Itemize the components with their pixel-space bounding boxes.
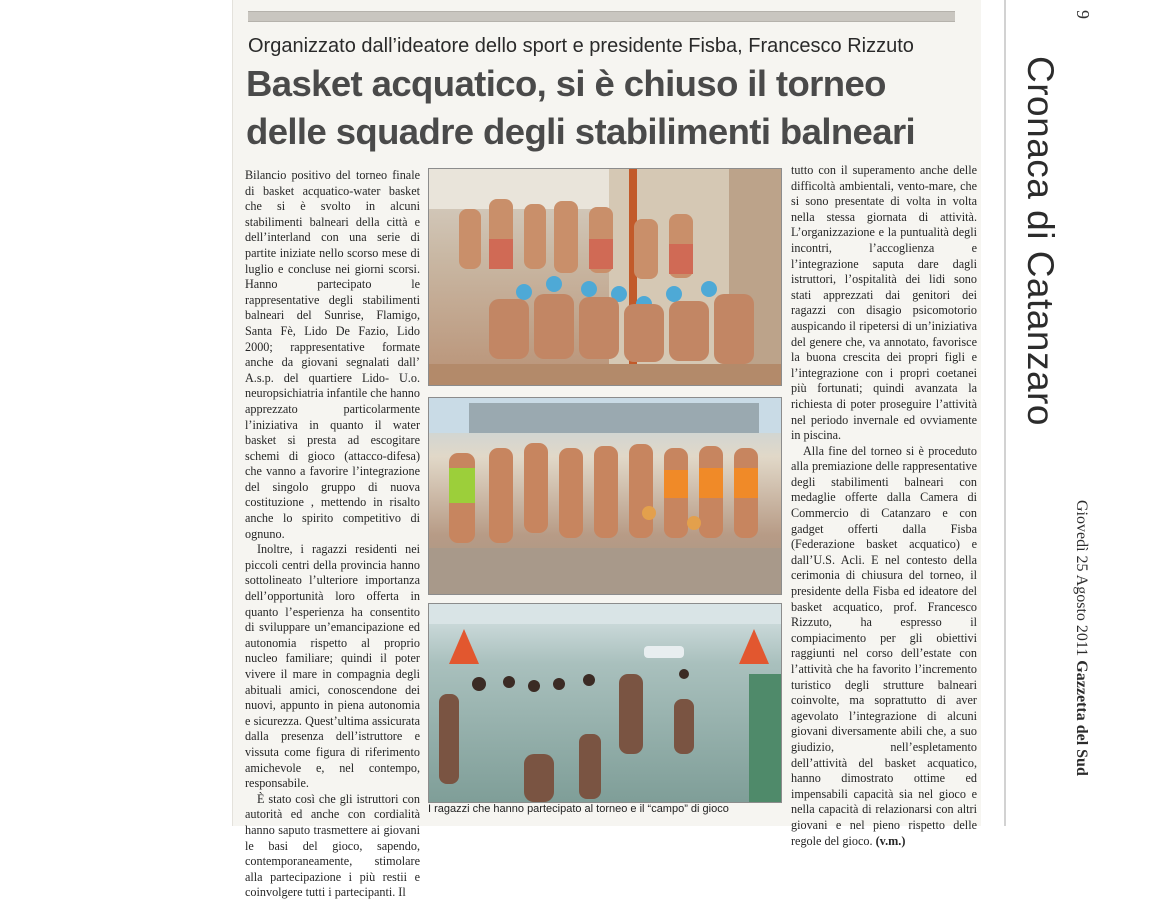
page-divider [1004, 0, 1006, 826]
article-headline [246, 60, 976, 156]
photo-sea-game [428, 603, 782, 803]
section-title: Cronaca di Catanzaro [1020, 56, 1061, 426]
top-rule [248, 11, 955, 22]
headline-line-1: Basket acquatico, si è chiuso il torneo [246, 63, 886, 104]
page-number: 9 [1073, 10, 1093, 19]
photo-team-group [428, 168, 782, 386]
photo-caption: I ragazzi che hanno partecipato al torneo e il “campo” di gioco [428, 803, 729, 815]
photo-beach-group [428, 397, 782, 595]
paragraph: tutto con il superamento anche delle difficoltà ambientali, vento-mare, che si sono presentate di volta in volta nella stessa giornata di attività. L’organizzazione e la puntualità degli incontri, l’accoglienza e l’integrazione saputa dare dagli istruttori, l’ospitalità dei lidi sono stati apprezzati dai genitori dei ragazzi con disagio psicomotorio auspicando il ripetersi di un’iniziativa del genere che, va annotato, favorisce la buona crescita dei propri figli e l’integrazione con i propri coetanei più fortunati; quindi avanzata la richiesta di poter proseguire l’attività nel periodo invernale ed ovviamente in piscina. [791, 163, 977, 443]
paragraph [791, 444, 977, 849]
paragraph-text: Alla fine del torneo si è proceduto alla premiazione delle rappresentative degli stabilimenti balneari con medaglie offerte dalla Camera di Commercio di Catanzaro e con gadget offerti dalla Fisba (Federazione basket acquatico) e dall’U.S. Acli. E nel contesto della cerimonia di chiusura del torneo, il presidente della Fisba ed ideatore del basket acquatico, prof. Francesco Rizzuto, ha espresso il compiacimento per gli obiettivi raggiunti nel corso dell’estate con l’attività che ha favorito l’incremento turistico degli strutture balneari coinvolte, ma soprattutto di aver agevolato l’integrazione di alcuni giovani diversamente abili che, a suo giudizio, nell’espletamento dell’attività del basket acquatico, hanno dimostrato ottime ed impensabili capacità sia nel gioco e nella capacità di relazionarsi con altri giovani e nel pieno rispetto delle regole del gioco. [791, 443, 977, 848]
newspaper-name: Gazzetta del Sud [1073, 660, 1090, 776]
date-line [1072, 500, 1090, 776]
article-column-3 [791, 163, 977, 849]
paragraph: È stato così che gli istruttori con autorità ed anche con cordialità hanno saputo trasmettere ai giovani le basi del gioco, sapendo, contemporaneamente, stimolare alla partecipazione i più restii e coinvolgere tutti i partecipanti. Il [245, 791, 420, 900]
paragraph: Inoltre, i ragazzi residenti nei piccoli centri della provincia hanno sottolineato l’ulteriore importanza dell’opportunità loro offerta in quanto l’esperienza ha consentito di sviluppare un’emancipazione ed autonomia rispetto al proprio nucleo familiare; quindi il poter vivere il mare in compagnia degli abituali amici, conoscendone dei nuovi, appunto in piena autonomia e sicurezza. Quest’ultima assicurata dalla presenza dell’istruttore e vissuta come figura di riferimento amichevole e, nel contempo, responsabile. [245, 542, 420, 791]
issue-date: Giovedì 25 Agosto 2011 [1073, 500, 1090, 657]
article-column-1 [245, 168, 420, 901]
article-kicker: Organizzato dall’ideatore dello sport e presidente Fisba, Francesco Rizzuto [248, 35, 914, 57]
headline-line-2: delle squadre degli stabilimenti balneari [246, 111, 916, 152]
paragraph: Bilancio positivo del torneo finale di basket acquatico-water basket che si è svolto in alcuni stabilimenti balneari della città e dell’interland con una serie di partite iniziate nello scorso mese di luglio e concluse nei giorni scorsi. Hanno partecipato le rappresentative degli stabilimenti balneari del Sunrise, Flamigo, Santa Fè, Lido De Fazio, Lido 2000; rappresentative formate anche da giovani segnalati dall’ A.s.p. del quartiere Lido- U.o. neuropsichiatria infantile che hanno apprezzato particolarmente l’iniziativa in quanto il water basket si presta ad escogitare schemi di gioco (attacco-difesa) che vanno a favorire l’integrazione del singolo gruppo di nuova costituzione , mettendo in risalto anche lo spirito competitivo di ognuno. [245, 168, 420, 541]
author-signoff: (v.m.) [875, 833, 906, 848]
